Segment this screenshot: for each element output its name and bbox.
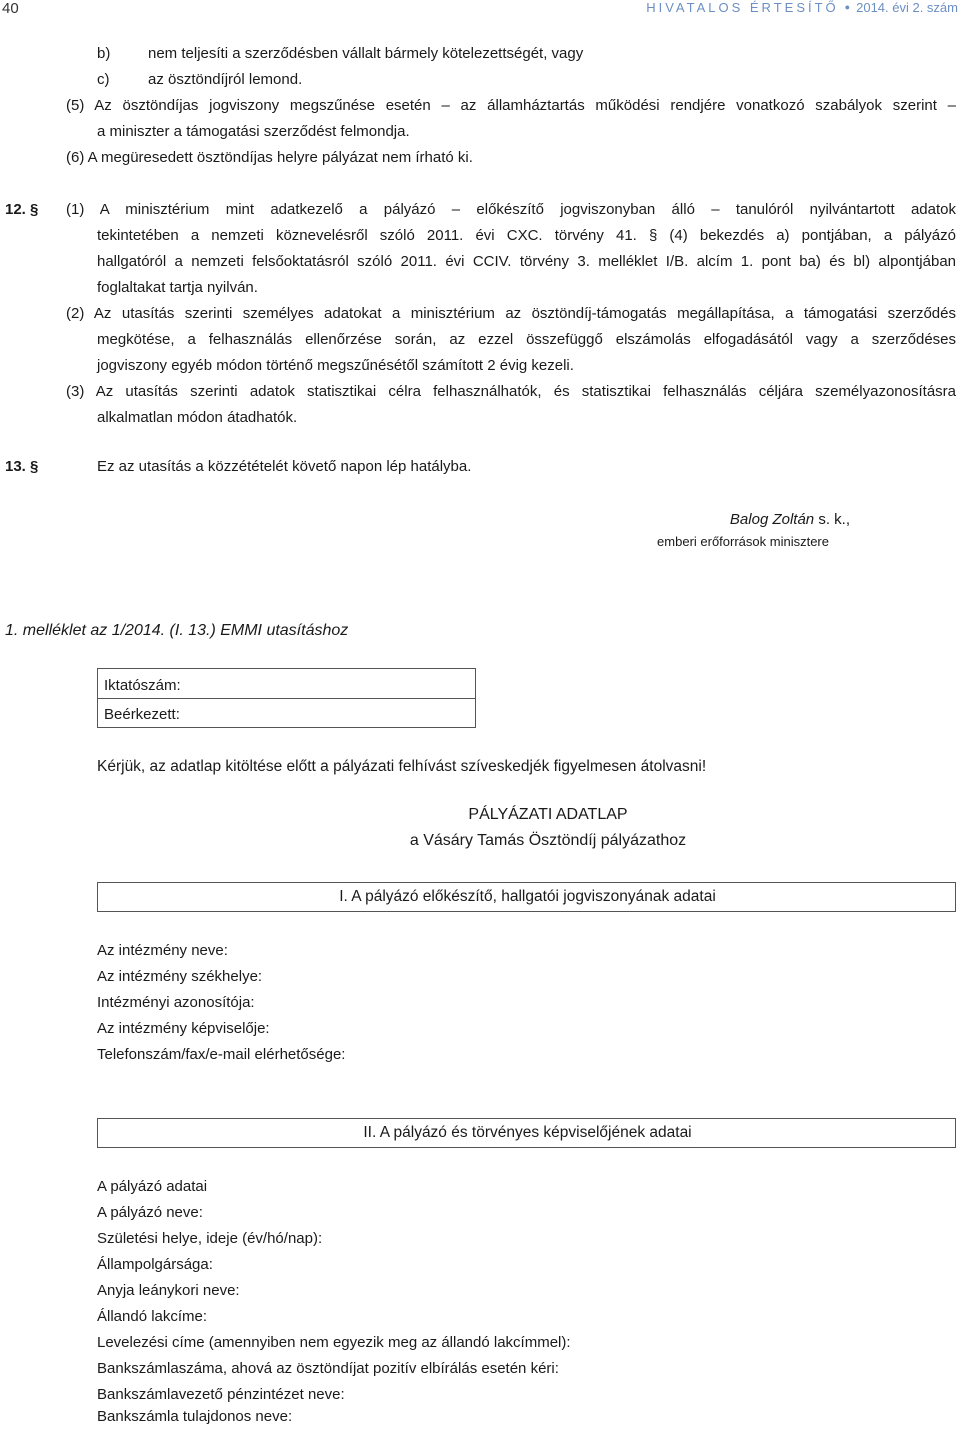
section-12-number: 12. § <box>5 201 39 218</box>
field-account-holder: Bankszámla tulajdonos neve: <box>97 1408 293 1425</box>
page-header <box>0 0 960 20</box>
item-b-marker: b) <box>97 45 111 62</box>
item-c-text: az ösztöndíjról lemond. <box>148 71 303 88</box>
section-12-p1-line-3: hallgatóról a nemzeti felsőoktatásról szóló 2011. évi CCIV. törvény 3. melléklet I/B. alcím 1. pont ba) és bl) alpontjában <box>97 253 956 270</box>
field-contact: Telefonszám/fax/e-mail elérhetősége: <box>97 1046 346 1063</box>
paragraph-5-line-2: a miniszter a támogatási szerződést felmondja. <box>97 123 410 140</box>
received-label: Beérkezett: <box>104 706 180 723</box>
instruction-notice: Kérjük, az adatlap kitöltése előtt a pályázati felhívást szíveskedjék figyelmesen átolvasni! <box>97 758 707 775</box>
part-2-heading: II. A pályázó és törvényes képviselőjének adatai <box>363 1124 692 1141</box>
paragraph-5-line-1: (5) Az ösztöndíjas jogviszony megszűnése esetén – az államháztartás működési rendjére vonatkozó szabályok szerint – <box>66 97 956 114</box>
section-12-p3-line-2: alkalmatlan módon átadhatók. <box>97 409 298 426</box>
field-bank-name: Bankszámlavezető pénzintézet neve: <box>97 1386 345 1403</box>
signatory-title: emberi erőforrások minisztere <box>657 534 829 549</box>
admin-box <box>97 668 476 728</box>
journal-title <box>646 0 958 15</box>
annex-title: 1. melléklet az 1/2014. (I. 13.) EMMI utasításhoz <box>5 622 349 639</box>
item-b-text: nem teljesíti a szerződésben vállalt bármely kötelezettségét, vagy <box>148 45 584 62</box>
admin-box-divider <box>98 698 475 699</box>
page-number: 40 <box>2 0 19 17</box>
section-13-text: Ez az utasítás a közzétételét követő napon lép hatályba. <box>97 458 472 475</box>
item-c-marker: c) <box>97 71 110 88</box>
field-bank-account-number: Bankszámlaszáma, ahová az ösztöndíjat pozitív elbírálás esetén kéri: <box>97 1360 559 1377</box>
form-subtitle: a Vásáry Tamás Ösztöndíj pályázathoz <box>409 832 687 849</box>
bullet-icon: ● <box>844 2 851 12</box>
journal-name: HIVATALOS ÉRTESÍTŐ <box>646 0 839 15</box>
section-12-p1-line-1: (1) A minisztérium mint adatkezelő a pályázó – előkészítő jogviszonyban álló – tanulóról nyilvántartott adatok <box>66 201 956 218</box>
part-2-heading-box <box>97 1118 956 1148</box>
field-citizenship: Állampolgársága: <box>97 1256 213 1273</box>
section-12-p1-line-4: foglaltakat tartja nyilván. <box>97 279 258 296</box>
signature-suffix: s. k., <box>814 511 850 528</box>
field-applicant-name: A pályázó neve: <box>97 1204 203 1221</box>
section-12-p2-line-3: jogviszony egyéb módon történő megszűnésétől számított 2 évig kezeli. <box>97 357 574 374</box>
section-13-number: 13. § <box>5 458 39 475</box>
field-mother-maiden-name: Anyja leánykori neve: <box>97 1282 240 1299</box>
form-title: PÁLYÁZATI ADATLAP <box>468 806 628 823</box>
filing-number-label: Iktatószám: <box>104 677 181 694</box>
field-institution-id: Intézményi azonosítója: <box>97 994 255 1011</box>
section-12-p1-line-2: tekintetében a nemzeti köznevelésről szóló 2011. évi CXC. törvény 41. § (4) bekezdés a) pontjában, a pályázó <box>97 227 956 244</box>
field-permanent-address: Állandó lakcíme: <box>97 1308 208 1325</box>
journal-issue: 2014. évi 2. szám <box>856 0 958 15</box>
signatory-name: Balog Zoltán <box>729 511 815 528</box>
part-1-heading-box <box>97 882 956 912</box>
field-birth-place-date: Születési helye, ideje (év/hó/nap): <box>97 1230 323 1247</box>
signature-line <box>0 510 850 530</box>
section-12-p2-line-2: megkötése, a felhasználás ellenőrzése során, az ezzel összefüggő elszámolás elfogadásától vagy a szerződéses <box>97 331 956 348</box>
field-institution-representative: Az intézmény képviselője: <box>97 1020 270 1037</box>
section-12-p3-line-1: (3) Az utasítás szerinti adatok statisztikai célra felhasználhatók, és statisztikai felhasználás céljára személyazonosításra <box>66 383 956 400</box>
field-institution-seat: Az intézmény székhelye: <box>97 968 263 985</box>
part-1-heading: I. A pályázó előkészítő, hallgatói jogviszonyának adatai <box>339 888 716 905</box>
field-applicant-data: A pályázó adatai <box>97 1178 208 1195</box>
field-institution-name: Az intézmény neve: <box>97 942 228 959</box>
field-mailing-address: Levelezési címe (amennyiben nem egyezik meg az állandó lakcímmel): <box>97 1334 571 1351</box>
section-12-p2-line-1: (2) Az utasítás szerinti személyes adatokat a minisztérium az ösztöndíj-támogatás megállapítása, a támogatási szerződés <box>66 305 956 322</box>
paragraph-6: (6) A megüresedett ösztöndíjas helyre pályázat nem írható ki. <box>66 149 473 166</box>
